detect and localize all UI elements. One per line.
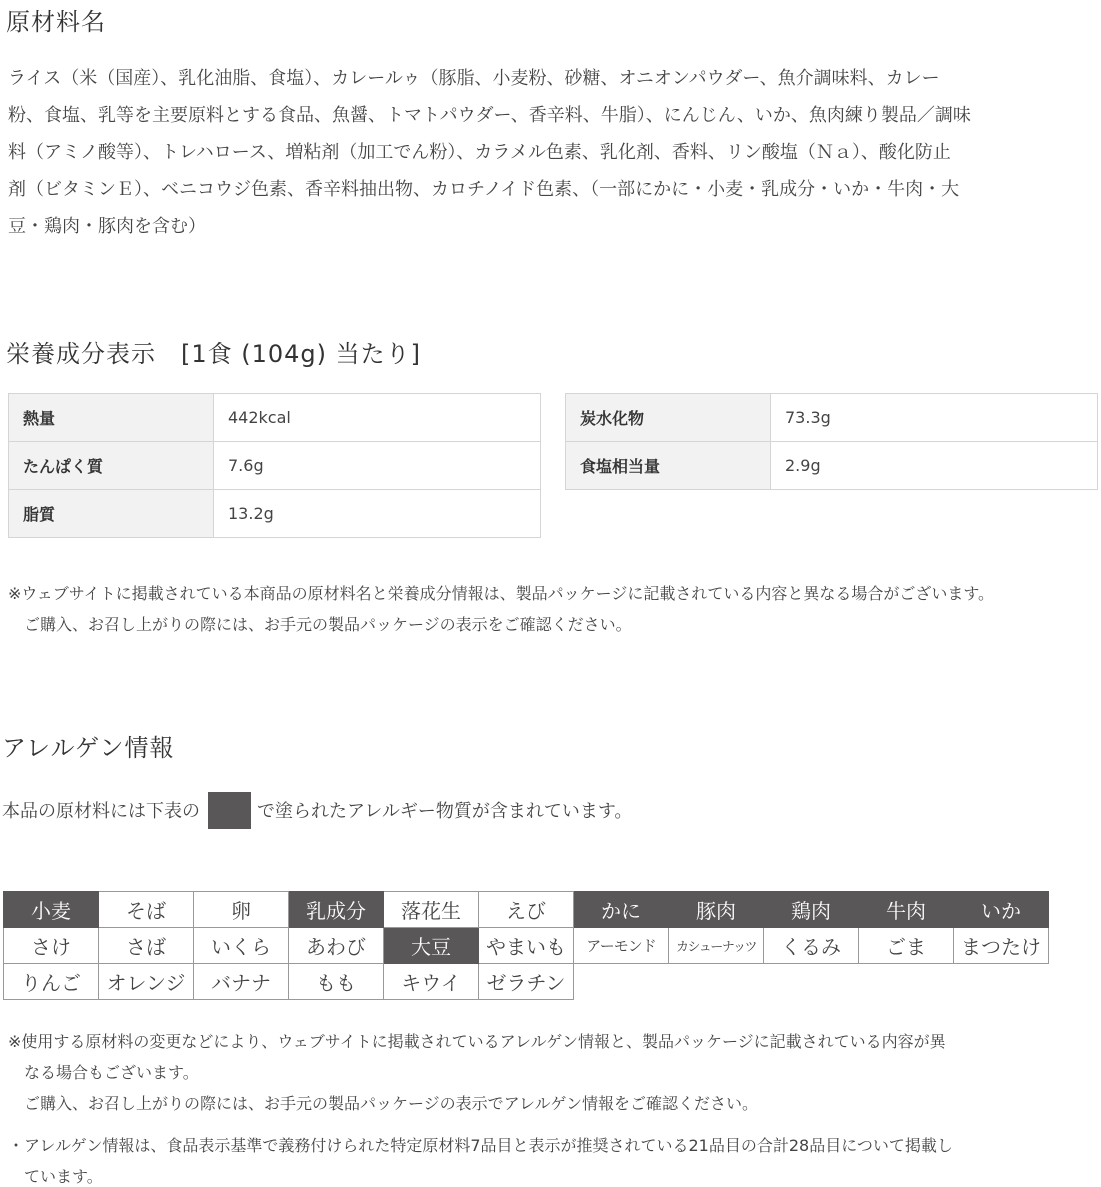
nutrition-note-line: ※ウェブサイトに掲載されている本商品の原材料名と栄養成分情報は、製品パッケージに記載されている内容と異なる場合がございます。 [8, 584, 995, 603]
ingredients-line: 粉、食塩、乳等を主要原料とする食品、魚醤、トマトパウダー、香辛料、牛脂）、にんじん、いか、魚肉練り製品／調味 [8, 105, 971, 126]
allergen-cell: まつたけ [954, 928, 1049, 964]
allergen-cell: あわび [289, 928, 384, 964]
allergen-cell: オレンジ [99, 964, 194, 1000]
allergen-scope-line: ・アレルゲン情報は、食品表示基準で義務付けられた特定原材料7品目と表示が推奨されている21品目の合計28品目について掲載し [8, 1136, 953, 1155]
allergen-heading: アレルゲン情報 [2, 734, 175, 762]
table-row [9, 394, 541, 442]
nutrition-label: 炭水化物 [566, 394, 771, 442]
nutrition-value: 442kcal [214, 394, 541, 442]
allergen-cell: バナナ [194, 964, 289, 1000]
allergen-intro [2, 793, 632, 827]
nutrition-note [8, 578, 994, 640]
table-row [4, 892, 1049, 928]
table-row [4, 928, 1049, 964]
nutrition-label: 食塩相当量 [566, 442, 771, 490]
nutrition-note-line: ご購入、お召し上がりの際には、お手元の製品パッケージの表示をご確認ください。 [24, 615, 632, 634]
allergen-scope-line: ています。 [24, 1167, 103, 1186]
ingredients-line: 豆・鶏肉・豚肉を含む） [8, 216, 206, 237]
allergen-cell: えび [479, 892, 574, 928]
ingredients-line: 料（アミノ酸等）、トレハロース、増粘剤（加工でん粉）、カラメル色素、乳化剤、香料、リン酸塩（Ｎａ）、酸化防止 [8, 142, 951, 163]
table-row [9, 442, 541, 490]
allergen-cell: 卵 [194, 892, 289, 928]
nutrition-table-left [8, 393, 541, 538]
allergen-legend-swatch [208, 792, 251, 829]
allergen-table [3, 891, 1049, 1000]
allergen-cell: アーモンド [574, 928, 669, 964]
table-row [566, 442, 1098, 490]
allergen-cell: やまいも [479, 928, 574, 964]
allergen-intro-before: 本品の原材料には下表の [2, 801, 200, 822]
allergen-cell: ごま [859, 928, 954, 964]
nutrition-label: 熱量 [9, 394, 214, 442]
empty-cell [859, 964, 954, 1000]
empty-cell [574, 964, 669, 1000]
allergen-cell: ゼラチン [479, 964, 574, 1000]
empty-cell [764, 964, 859, 1000]
allergen-intro-after: で塗られたアレルギー物質が含まれています。 [257, 801, 633, 822]
allergen-cell: そば [99, 892, 194, 928]
allergen-cell: さば [99, 928, 194, 964]
nutrition-value: 13.2g [214, 490, 541, 538]
allergen-note-line: ご購入、お召し上がりの際には、お手元の製品パッケージの表示でアレルゲン情報をご確認ください。 [24, 1094, 759, 1113]
allergen-cell: 牛肉 [859, 892, 954, 928]
nutrition-value: 7.6g [214, 442, 541, 490]
allergen-cell: 乳成分 [289, 892, 384, 928]
allergen-cell: キウイ [384, 964, 479, 1000]
allergen-cell: かに [574, 892, 669, 928]
nutrition-heading: 栄養成分表示 [1食 (104g) 当たり] [6, 340, 422, 368]
table-row [9, 490, 541, 538]
nutrition-table-right [565, 393, 1098, 490]
allergen-cell: 鶏肉 [764, 892, 859, 928]
table-row [4, 964, 1049, 1000]
allergen-cell: もも [289, 964, 384, 1000]
allergen-cell: 大豆 [384, 928, 479, 964]
allergen-cell: 落花生 [384, 892, 479, 928]
allergen-scope-note [8, 1130, 953, 1187]
allergen-cell: 豚肉 [669, 892, 764, 928]
ingredients-text [8, 60, 1093, 245]
ingredients-line: ライス（米（国産）、乳化油脂、食塩）、カレールゥ（豚脂、小麦粉、砂糖、オニオンパウダー、魚介調味料、カレー [8, 68, 940, 89]
allergen-cell: さけ [4, 928, 99, 964]
allergen-note-line: なる場合もございます。 [24, 1063, 199, 1082]
nutrition-value: 2.9g [771, 442, 1098, 490]
allergen-cell: りんご [4, 964, 99, 1000]
ingredients-line: 剤（ビタミンＥ）、ベニコウジ色素、香辛料抽出物、カロチノイド色素、（一部にかに・小麦・乳成分・いか・牛肉・大 [8, 179, 960, 200]
allergen-cell: いか [954, 892, 1049, 928]
table-row [566, 394, 1098, 442]
allergen-note-line: ※使用する原材料の変更などにより、ウェブサイトに掲載されているアレルゲン情報と、製品パッケージに記載されている内容が異 [8, 1032, 946, 1051]
empty-cell [954, 964, 1049, 1000]
ingredients-heading: 原材料名 [6, 8, 106, 36]
nutrition-value: 73.3g [771, 394, 1098, 442]
allergen-cell: カシューナッツ [669, 928, 764, 964]
allergen-cell: 小麦 [4, 892, 99, 928]
nutrition-label: たんぱく質 [9, 442, 214, 490]
allergen-cell: いくら [194, 928, 289, 964]
allergen-cell: くるみ [764, 928, 859, 964]
nutrition-label: 脂質 [9, 490, 214, 538]
allergen-note [8, 1026, 946, 1119]
empty-cell [669, 964, 764, 1000]
